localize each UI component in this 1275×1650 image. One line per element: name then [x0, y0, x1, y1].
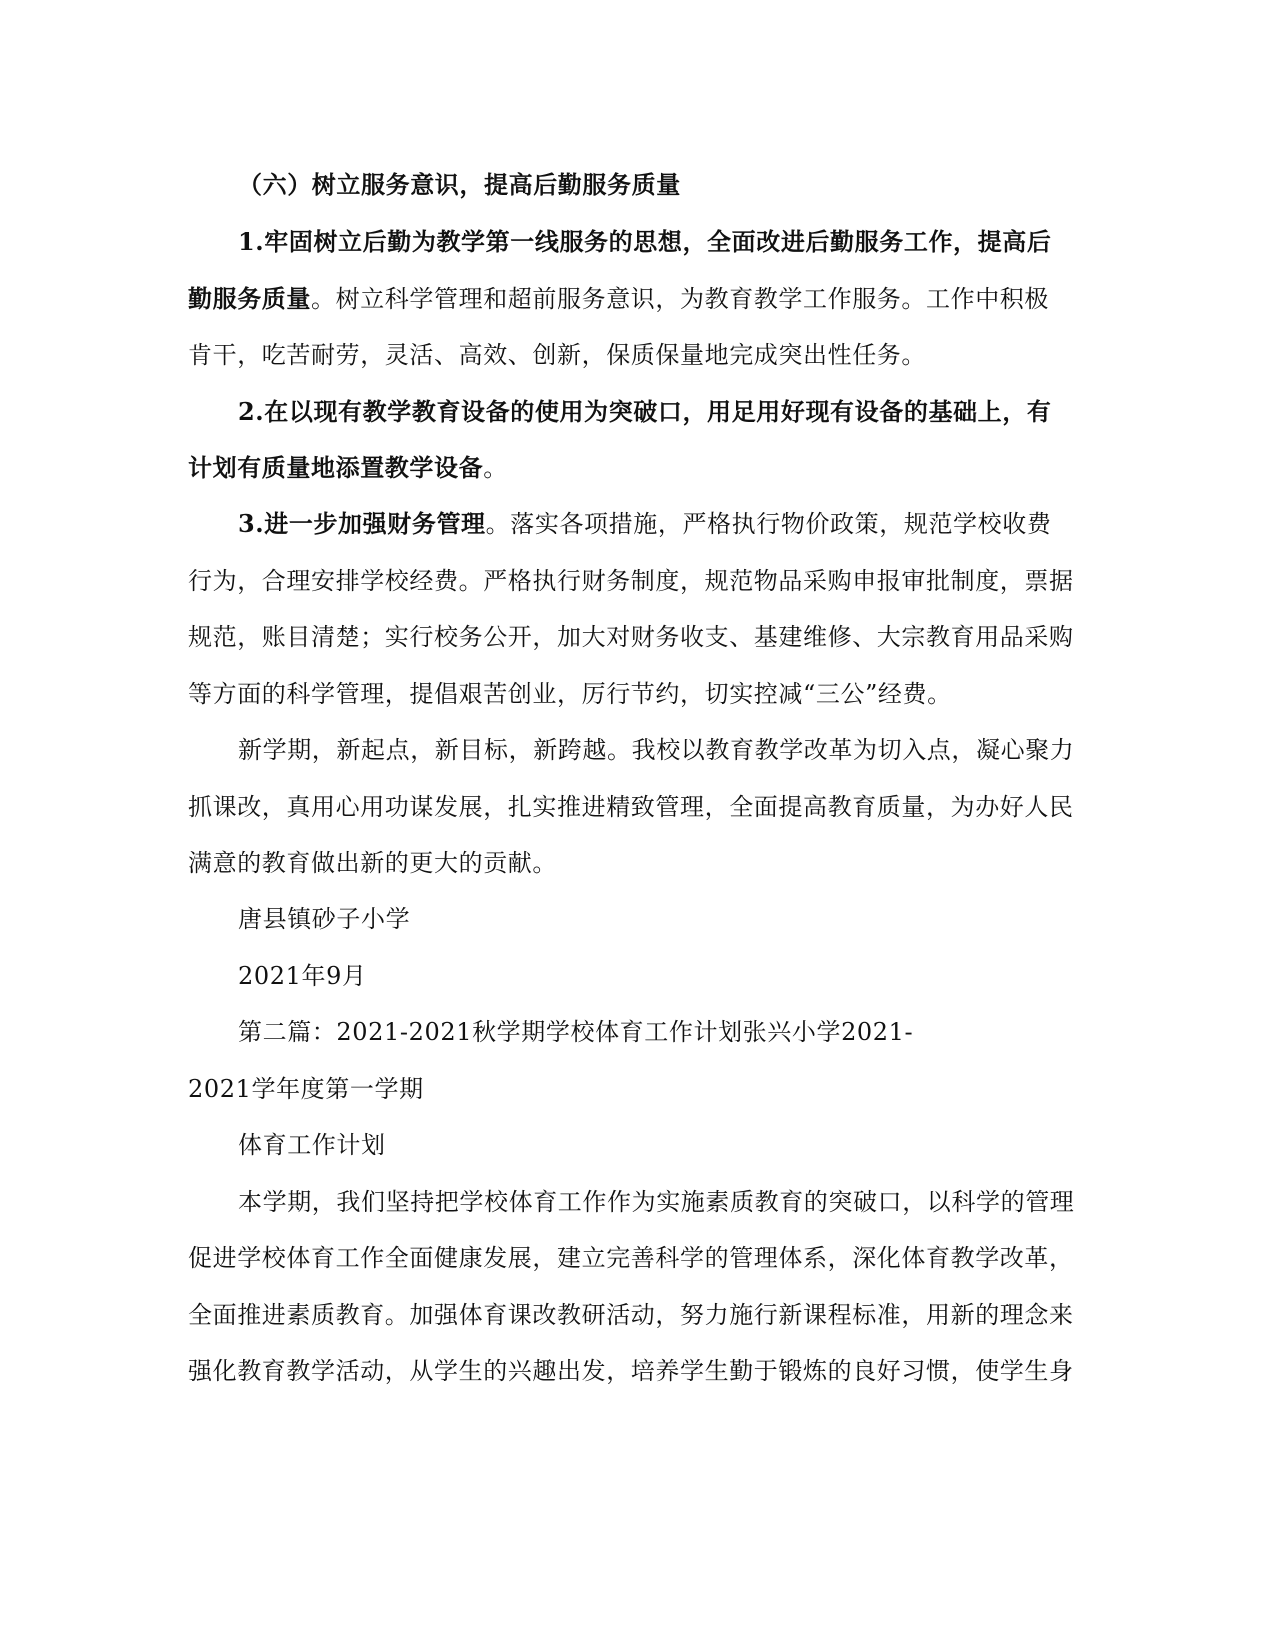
section-heading: （六）树立服务意识，提高后勤服务质量 — [238, 170, 681, 199]
body-line-1: 本学期，我们坚持把学校体育工作作为实施素质教育的突破口，以科学的管理 — [238, 1188, 1075, 1216]
item-1-line-3: 肯干，吃苦耐劳，灵活、高效、创新，保质保量地完成突出性任务。 — [188, 341, 926, 369]
second-article-title-line-2: 2021学年度第一学期 — [188, 1075, 424, 1103]
body-line-3: 全面推进素质教育。加强体育课改教研活动，努力施行新课程标准，用新的理念来 — [188, 1301, 1074, 1329]
item-3-line-4: 等方面的科学管理，提倡艰苦创业，厉行节约，切实控减“三公”经费。 — [188, 680, 952, 708]
item-2-line-1: 2.在以现有教学教育设备的使用为突破口，用足用好现有设备的基础上，有 — [238, 397, 1052, 426]
item-2-bold-text: 计划有质量地添置教学设备 — [188, 453, 484, 482]
item-1-regular-text: 。树立科学管理和超前服务意识，为教育教学工作服务。工作中积极 — [311, 285, 1049, 313]
item-3-line-1 — [238, 507, 1051, 541]
item-1-bold-text: 勤服务质量 — [188, 284, 311, 313]
closing-line-1: 新学期，新起点，新目标，新跨越。我校以教育教学改革为切入点，凝心聚力 — [238, 736, 1075, 764]
item-2-regular-text: 。 — [483, 454, 508, 482]
signature-date: 2021年9月 — [238, 962, 367, 990]
item-1-line-1: 1.牢固树立后勤为教学第一线服务的思想，全面改进后勤服务工作，提高后 — [238, 227, 1052, 256]
item-1-line-2 — [188, 282, 1049, 316]
closing-line-3: 满意的教育做出新的更大的贡献。 — [188, 849, 557, 877]
item-3-line-2: 行为，合理安排学校经费。严格执行财务制度，规范物品采购申报审批制度，票据 — [188, 567, 1074, 595]
item-3-bold-text: 3.进一步加强财务管理 — [238, 509, 486, 538]
closing-line-2: 抓课改，真用心用功谋发展，扎实推进精致管理，全面提高教育质量，为办好人民 — [188, 793, 1074, 821]
body-line-4: 强化教育教学活动，从学生的兴趣出发，培养学生勤于锻炼的良好习惯，使学生身 — [188, 1357, 1074, 1385]
second-article-subtitle: 体育工作计划 — [238, 1131, 386, 1159]
second-article-title-line-1: 第二篇：2021-2021秋学期学校体育工作计划张兴小学2021- — [238, 1018, 914, 1046]
body-line-2: 促进学校体育工作全面健康发展，建立完善科学的管理体系，深化体育教学改革， — [188, 1244, 1074, 1272]
item-3-line-3: 规范，账目清楚；实行校务公开，加大对财务收支、基建维修、大宗教育用品采购 — [188, 623, 1074, 651]
signature-school: 唐县镇砂子小学 — [238, 905, 411, 933]
item-3-regular-text: 。落实各项措施，严格执行物价政策，规范学校收费 — [485, 510, 1052, 538]
item-2-line-2 — [188, 451, 508, 485]
